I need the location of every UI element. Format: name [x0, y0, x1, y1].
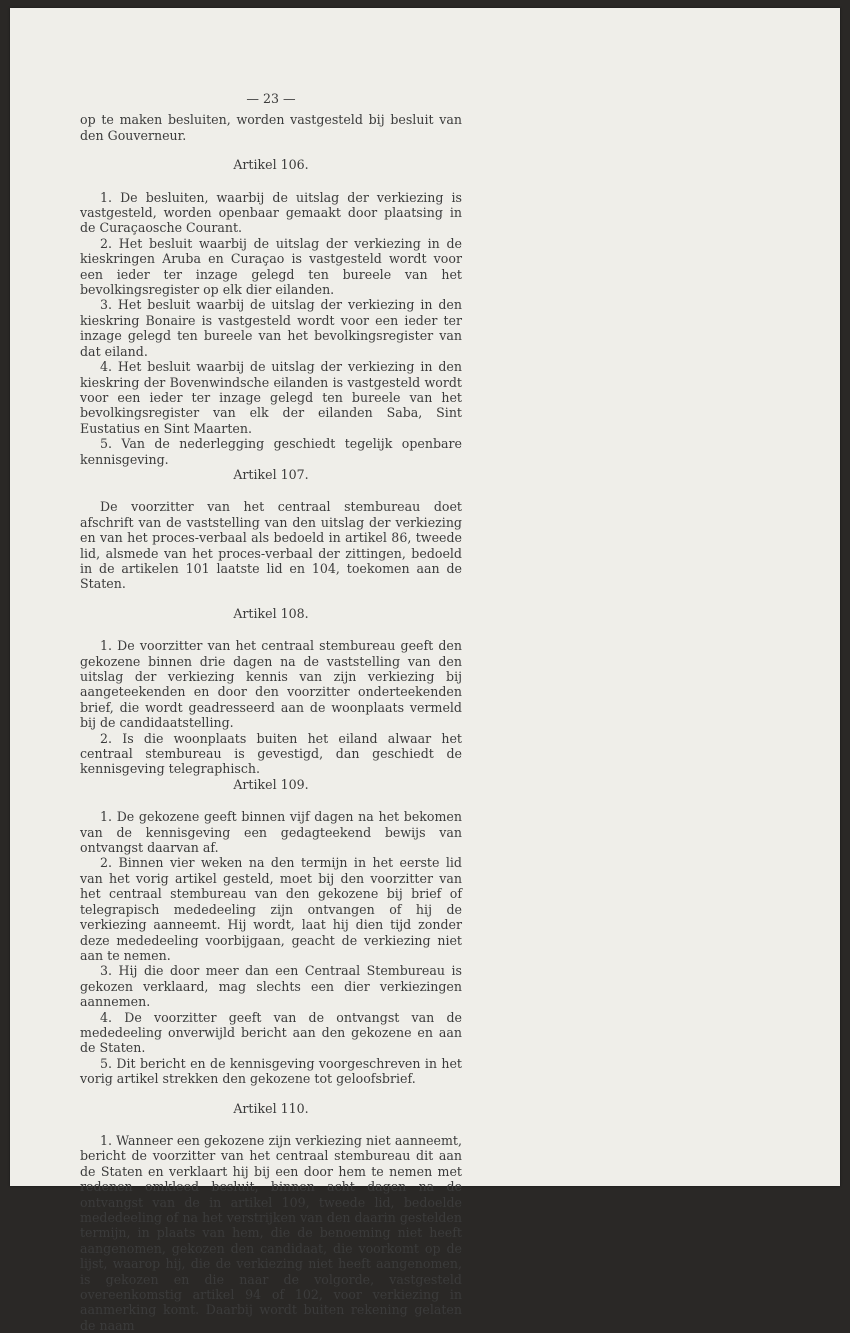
article-106-paragraph-1: 1. De besluiten, waarbij de uitslag der verkiezing is vastgesteld, worden openbaar gemaakt door plaatsing in de Curaçaosche Courant. — [80, 189, 462, 236]
article-110-paragraph-1: 1. Wanneer een gekozene zijn verkiezing niet aanneemt, bericht de voorzitter van het centraal stembureau dit aan de Staten en verklaart hij bij een door hem te nemen met redenen omkleed besluit, binnen acht dagen na de ontvangst van de in artikel 109, tweede lid, bedoelde mededeeling of na het verstrijken van den daarin gestelden termijn, in plaats van hem, die de benoeming niet heeft aangenomen, gekozen den candidaat, die voorkomt op de lijst, waarop hij, die de verkiezing niet heeft aangenomen, is gekozen en die naar de volgorde, vastgesteld overeenkomstig artikel 94 of 102, voor verkiezing in aanmerking komt. Daarbij wordt buiten rekening gelaten de naam — [80, 1132, 462, 1333]
article-107-heading: Artikel 107. — [233, 466, 309, 482]
intro-paragraph: op te maken besluiten, worden vastgesteld bij besluit van den Gouverneur. — [80, 112, 462, 143]
article-109-paragraph-2: 2. Binnen vier weken na den termijn in het eerste lid van het vorig artikel gesteld, moet bij den voorzitter van het centraal stembureau van den gekozene bij brief of telegrapisch mededeeling zijn ontvangen of hij de verkiezing aanneemt. Hij wordt, laat hij dien tijd zonder deze mededeeling voorbijgaan, geacht de verkiezing niet aan te nemen. — [80, 855, 462, 963]
article-108-paragraph-1: 1. De voorzitter van het centraal stembureau geeft den gekozene binnen drie dagen na de vaststelling van den uitslag der verkiezing kennis van zijn verkiezing bij aangeteekenden en door den voorzitter onderteekenden brief, die wordt geadresseerd aan de woonplaats vermeld bij de candidaatstelling. — [80, 638, 462, 731]
article-106-paragraph-2: 2. Het besluit waarbij de uitslag der verkiezing in de kieskringen Aruba en Curaçao is vastgesteld wordt voor een ieder ter inzage gelegd ten bureele van het bevolkingsregister op elk dier eilanden. — [80, 235, 462, 298]
article-106-paragraph-3: 3. Het besluit waarbij de uitslag der verkiezing in den kieskring Bonaire is vastgesteld wordt voor een ieder ter inzage gelegd ten bureele van het bevolkingsregister van dat eiland. — [80, 297, 462, 359]
article-108-paragraph-2: 2. Is die woonplaats buiten het eiland alwaar het centraal stembureau is gevestigd, dan geschiedt de kennisgeving telegraphisch. — [80, 730, 462, 777]
article-108-heading: Artikel 108. — [233, 605, 309, 621]
article-109-heading: Artikel 109. — [233, 776, 309, 792]
text-column — [80, 91, 462, 1333]
page-number: — 23 — — [246, 91, 296, 106]
article-106-paragraph-5: 5. Van de nederlegging geschiedt tegelijk openbare kennisgeving. — [80, 436, 462, 467]
document-page — [10, 8, 840, 1333]
article-109-paragraph-4: 4. De voorzitter geeft van de ontvangst van de mededeeling onverwijld bericht aan den gekozene en aan de Staten. — [80, 1009, 462, 1056]
article-107-paragraph-1: De voorzitter van het centraal stembureau doet afschrift van de vaststelling van den uitslag der verkiezing en van het proces-verbaal als bedoeld in artikel 86, tweede lid, alsmede van het proces-verbaal der zittingen, bedoeld in de artikelen 101 laatste lid en 104, toekomen aan de Staten. — [80, 499, 462, 592]
article-110-heading: Artikel 110. — [233, 1100, 309, 1116]
article-106-paragraph-4: 4. Het besluit waarbij de uitslag der verkiezing in den kieskring der Bovenwindsche eilanden is vastgesteld wordt voor een ieder ter inzage gelegd ten bureele van het bevolkingsregister van elk der eilanden Saba, Sint Eustatius en Sint Maarten. — [80, 359, 462, 436]
article-109-paragraph-3: 3. Hij die door meer dan een Centraal Stembureau is gekozen verklaard, mag slechts een dier verkiezingen aannemen. — [80, 963, 462, 1010]
article-109-paragraph-1: 1. De gekozene geeft binnen vijf dagen na het bekomen van de kennisgeving een gedagteekend bewijs van ontvangst daarvan af. — [80, 809, 462, 856]
article-106-heading: Artikel 106. — [233, 157, 309, 173]
article-109-paragraph-5: 5. Dit bericht en de kennisgeving voorgeschreven in het vorig artikel strekken den gekozene tot geloofsbrief. — [80, 1055, 462, 1087]
